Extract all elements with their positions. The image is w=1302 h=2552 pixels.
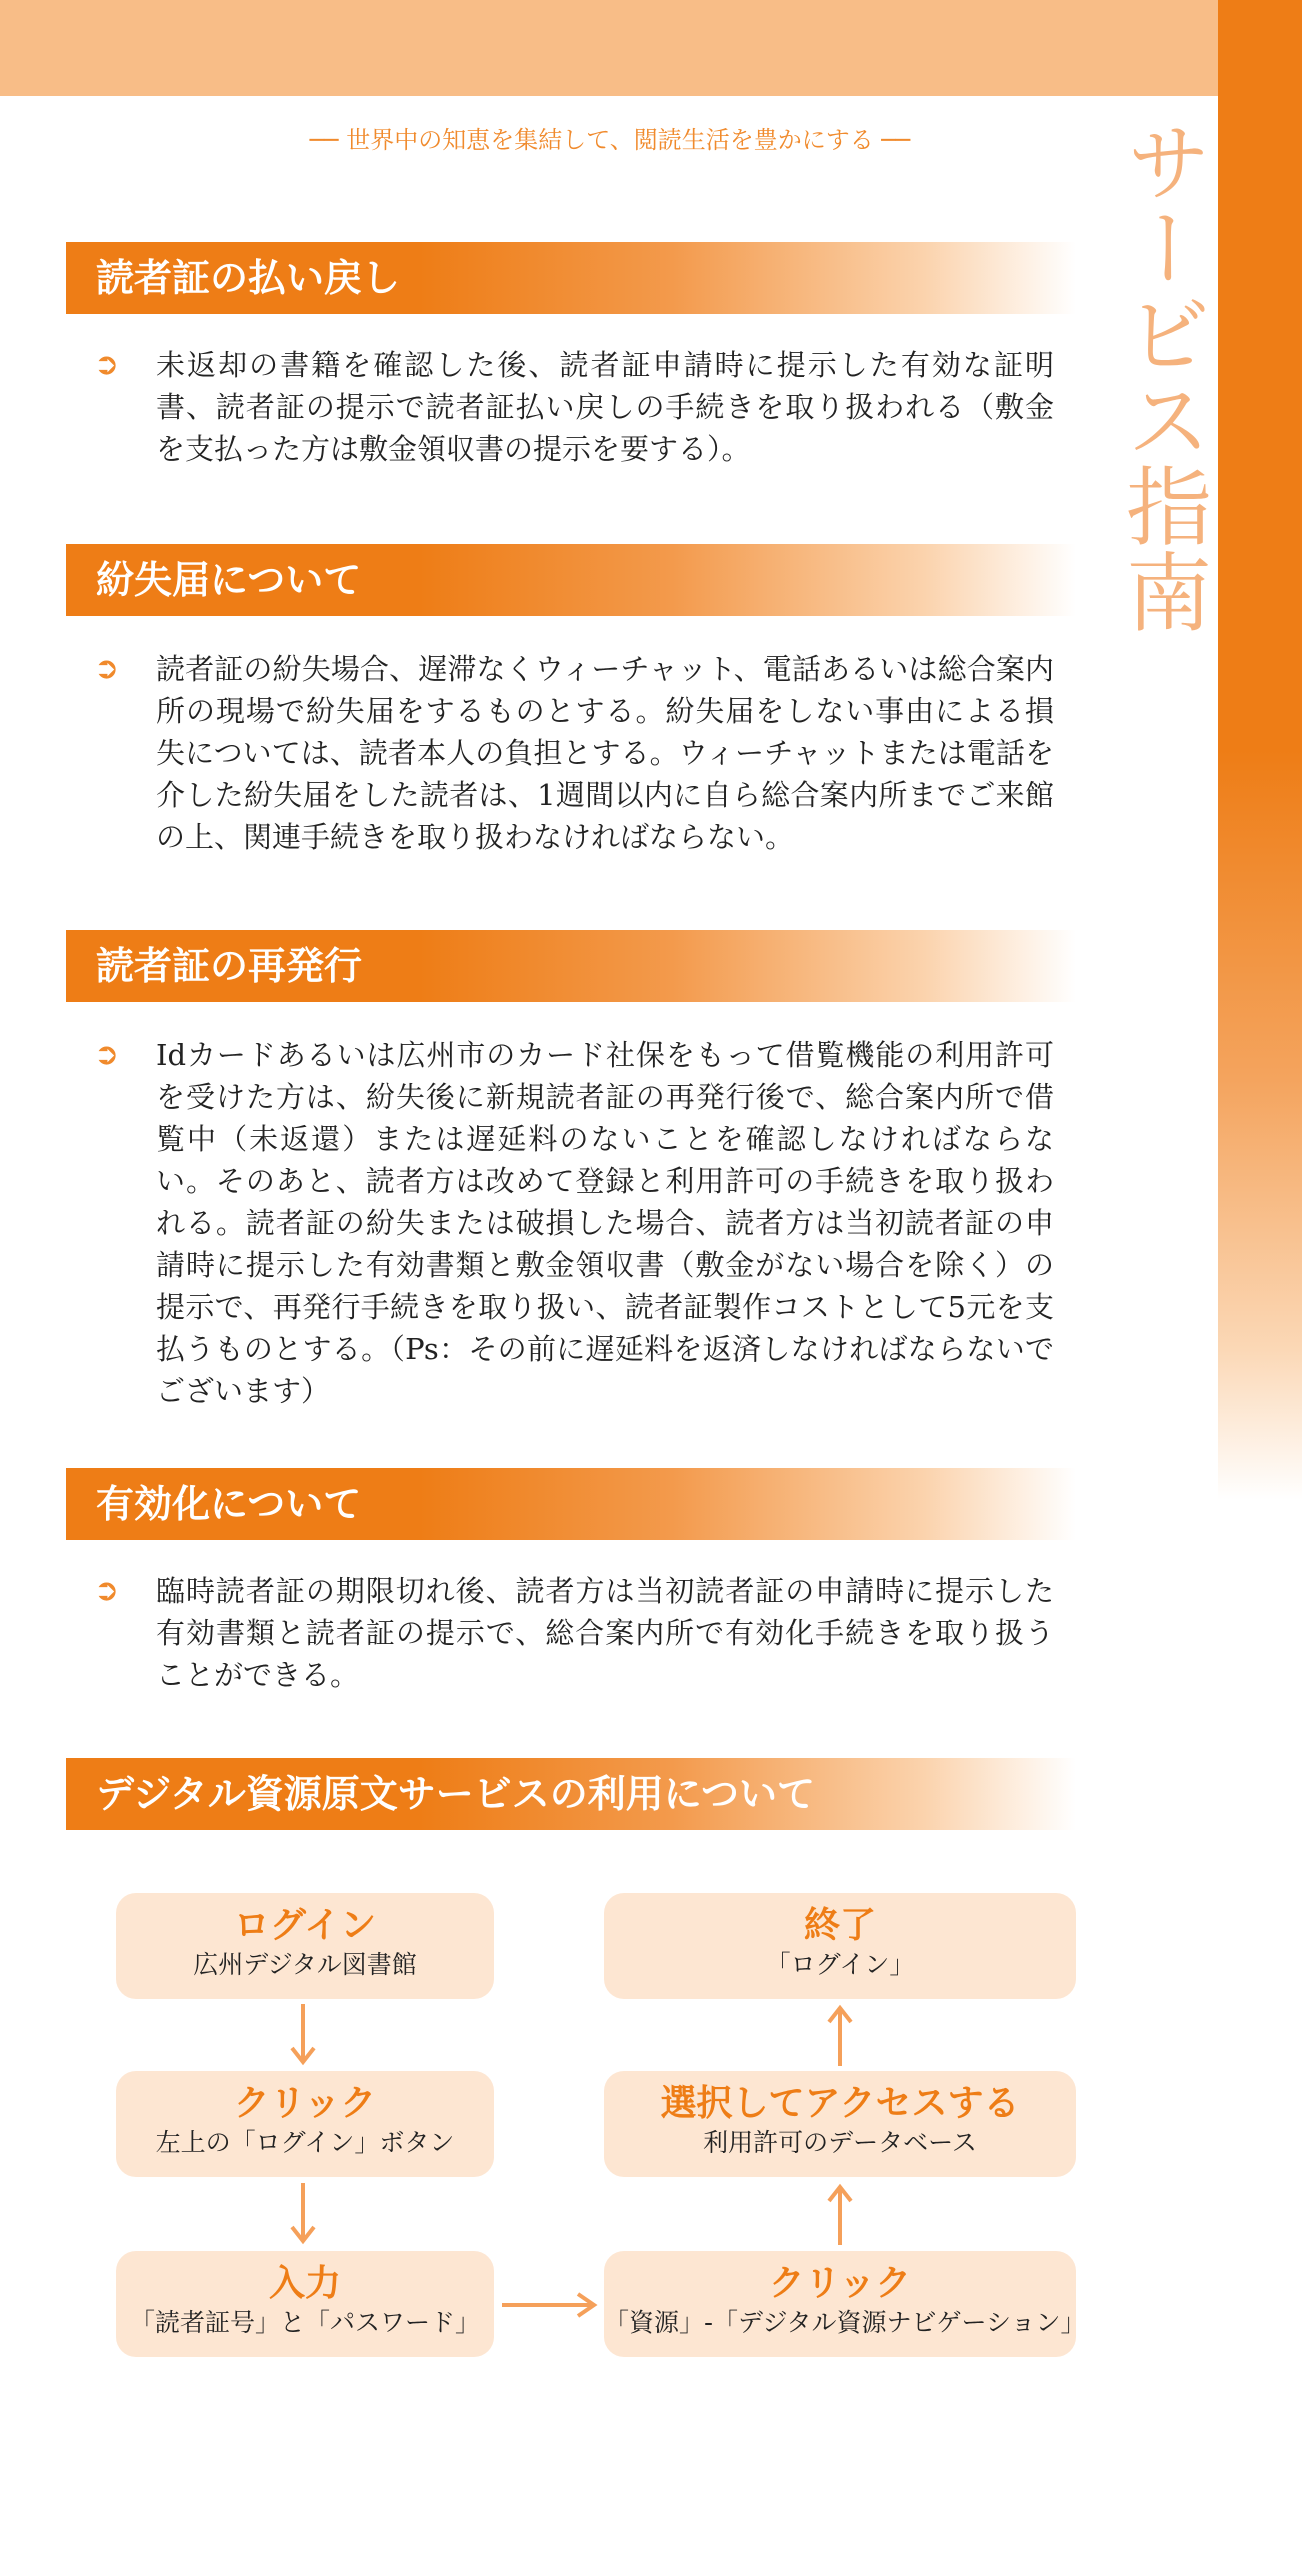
section-title: 有効化について xyxy=(96,1482,362,1526)
section-title: 読者証の再発行 xyxy=(96,944,363,988)
section-header-reissue xyxy=(66,930,1076,1002)
arrow-right-icon xyxy=(502,2290,598,2320)
flow-step-click-resource xyxy=(604,2251,1086,2357)
step-subtitle: 広州デジタル図書館 xyxy=(193,1950,417,1979)
section-body-refund xyxy=(94,344,1054,470)
step-title: クリック xyxy=(768,2263,912,2304)
arrow-down-icon xyxy=(288,2004,318,2066)
flow-step-click-login xyxy=(116,2071,494,2177)
section-header-digital xyxy=(66,1758,1076,1830)
arrow-bullet-icon: ➲ xyxy=(94,1573,120,1608)
step-subtitle: 左上の「ログイン」ボタン xyxy=(155,2128,455,2157)
arrow-bullet-icon: ➲ xyxy=(94,347,120,382)
arrow-bullet-icon: ➲ xyxy=(94,651,120,686)
paragraph: Idカードあるいは広州市のカード社保をもって借覧機能の利用許可を受けた方は、紛失後に新規読者証の再発行後で、総合案内所で借覧中（未返還）または遅延料のないことを確認しなければならない。そのあと、読者方は改めて登録と利用許可の手続きを取り扱われる。読者証の紛失または破損した場合、読者方は当初読者証の申請時に提示した有効書類と敷金領収書（敷金がない場合を除く）の提示で、再発行手続きを取り扱い、読者証製作コストとして5元を支払うものとする。（Ps：その前に遅延料を返済しなければならないでございます） xyxy=(156,1038,1054,1408)
arrow-bullet-icon: ➲ xyxy=(94,1037,120,1072)
arrow-up-icon xyxy=(825,2183,855,2245)
arrow-up-icon xyxy=(825,2004,855,2066)
paragraph: 未返却の書籍を確認した後、読者証申請時に提示した有効な証明書、読者証の提示で読者証払い戻しの手続きを取り扱われる（敷金を支払った方は敷金領収書の提示を要する）。 xyxy=(156,348,1054,466)
flow-step-end xyxy=(604,1893,1076,1999)
step-title: クリック xyxy=(233,2083,377,2124)
section-body-lost xyxy=(94,648,1054,858)
section-header-refund xyxy=(66,242,1076,314)
step-subtitle: 「ログイン」 xyxy=(765,1950,915,1979)
section-body-reissue xyxy=(94,1034,1054,1412)
side-title: サービス指南 xyxy=(1111,118,1211,634)
section-body-activation xyxy=(94,1570,1054,1696)
step-subtitle: 利用許可のデータベース xyxy=(703,2128,977,2157)
paragraph: 読者証の紛失場合、遅滞なくウィーチャット、電話あるいは総合案内所の現場で紛失届をするものとする。紛失届をしない事由による損失については、読者本人の負担とする。ウィーチャットまたは電話を介した紛失届をした読者は、1週間以内に自ら総合案内所までご来館の上、関連手続きを取り扱わなければならない。 xyxy=(156,652,1054,854)
flow-step-login xyxy=(116,1893,494,1999)
side-color-bar xyxy=(1218,0,1302,1500)
section-header-lost xyxy=(66,544,1076,616)
section-title: 読者証の払い戻し xyxy=(96,256,401,300)
step-title: 選択してアクセスする xyxy=(660,2083,1020,2124)
tagline: ── 世界中の知恵を集結して、閲読生活を豊かにする ── xyxy=(309,126,911,154)
section-title: 紛失届について xyxy=(96,558,362,602)
step-title: 終了 xyxy=(803,1905,876,1946)
paragraph: 臨時読者証の期限切れ後、読者方は当初読者証の申請時に提示した有効書類と読者証の提示で、総合案内所で有効化手続きを取り扱うことができる。 xyxy=(156,1574,1054,1692)
arrow-down-icon xyxy=(288,2183,318,2245)
section-header-activation xyxy=(66,1468,1076,1540)
step-subtitle: 「読者証号」と「パスワード」 xyxy=(129,2308,480,2337)
section-title: デジタル資源原文サービスの利用について xyxy=(96,1772,815,1816)
top-banner xyxy=(0,0,1218,96)
flow-step-input xyxy=(116,2251,494,2357)
step-title: ログイン xyxy=(233,1905,377,1946)
flow-step-select xyxy=(604,2071,1076,2177)
step-title: 入力 xyxy=(268,2263,341,2304)
step-subtitle: 「資源」-「デジタル資源ナビゲーション」 xyxy=(604,2308,1086,2337)
